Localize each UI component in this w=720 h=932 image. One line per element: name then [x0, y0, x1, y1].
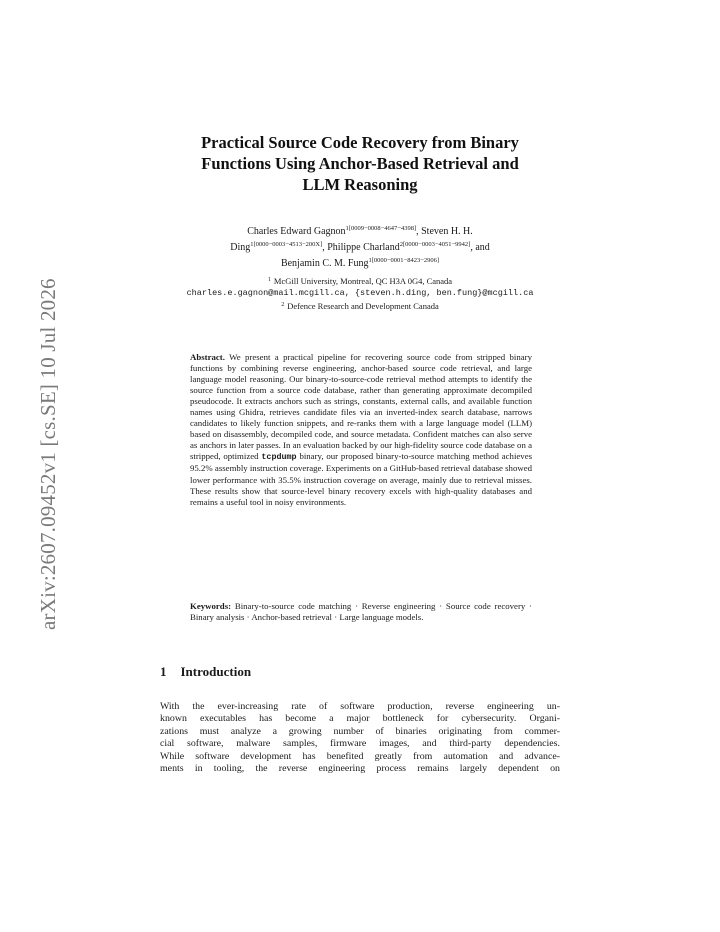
title-line: Practical Source Code Recovery from Binary [201, 133, 519, 152]
affiliation-mark: 2 [281, 302, 285, 308]
arxiv-identifier-stamp: arXiv:2607.09452v1 [cs.SE] 10 Jul 2026 [36, 278, 60, 630]
affiliation-1 [150, 274, 570, 287]
affiliation-2 [150, 299, 570, 312]
body-line: zations must analyze a growing number of binaries originating from commer- [160, 725, 560, 737]
body-line: cial software, malware samples, firmware images, and third-party dependencies. [160, 738, 560, 750]
author-orcid: 1[0000−0003−4513−200X] [250, 241, 323, 248]
abstract-text: We present a practical pipeline for recovering source code from stripped binary functions by combining reverse engineering, anchor-based source code retrieval, and large language model reasoning. Our binary-to-source-code retrieval method attempts to identify the source function from a source code database, rather than generating approximate decompiled pseudocode. It extracts anchors such as strings, constants, external calls, and available function names using Ghidra, retrieves candidate files via an inverted-index search database, narrows candidates to likely function snippets, and re-ranks them with a large language model (LLM) based on disassembly, decompiled code, and source metadata. Confident matches can also serve as anchors in later passes. In an evaluation backed by our high-fidelity source code database on a stripped, optimized [190, 352, 532, 462]
author-emails: charles.e.gagnon@mail.mcgill.ca, {steven.h.ding, ben.fung}@mcgill.ca [186, 288, 534, 298]
affiliation-text: McGill University, Montreal, QC H3A 0G4, Canada [273, 276, 453, 286]
abstract-text: binary, our proposed binary-to-source matching method achieves 95.2% assembly instruction coverage. Experiments on a GitHub-based retrieval database showed lower performance with 35.5% instruction coverage on average, mainly due to retrieval misses. These results show that source-level binary recovery excels with high-quality databases and remains a useful tool in noisy environments. [190, 451, 533, 507]
author-orcid: 1[0009−0008−4647−4398] [345, 225, 417, 232]
body-line: known executables has become a major bottleneck for cybersecurity. Organi- [160, 713, 560, 725]
affiliation-text: Defence Research and Development Canada [287, 301, 439, 311]
author-line [150, 222, 570, 238]
author-orcid: 1[0000−0001−8423−2906] [368, 257, 440, 264]
section-number: 1 [160, 664, 167, 679]
author-orcid: 2[0000−0003−4051−9942] [399, 241, 471, 248]
author-line [150, 238, 570, 254]
paper-title [160, 132, 560, 195]
abstract [190, 352, 532, 508]
affiliation-mark: 1 [267, 277, 271, 283]
author-name: Benjamin C. M. Fung [280, 258, 369, 269]
author-list [150, 222, 570, 270]
author-name: Ding [230, 242, 251, 253]
abstract-label: Abstract. [190, 352, 225, 362]
section-title: Introduction [180, 664, 252, 679]
body-line: ments in tooling, the reverse engineering process remains largely dependent on [160, 763, 560, 775]
abstract-code-term: tcpdump [261, 452, 297, 463]
author-separator: , and [470, 242, 490, 253]
author-name: Charles Edward Gagnon [247, 226, 346, 237]
section-heading [160, 664, 251, 680]
title-line: Functions Using Anchor-Based Retrieval and [201, 154, 519, 173]
introduction-body [160, 701, 560, 775]
keywords-text: Binary-to-source code matching · Reverse engineering · Source code recovery · Binary analysis · Anchor-based retrieval · Large language models. [190, 601, 532, 623]
author-name: , Steven H. H. [416, 226, 473, 237]
author-name: , Philippe Charland [322, 242, 400, 253]
author-line [150, 254, 570, 270]
affiliations [150, 274, 570, 312]
keywords [190, 601, 532, 623]
title-line: LLM Reasoning [302, 175, 418, 194]
keywords-label: Keywords: [190, 601, 232, 611]
body-line: While software development has benefited greatly from automation and advance- [160, 750, 560, 762]
body-line: With the ever-increasing rate of software production, reverse engineering un- [160, 701, 560, 712]
